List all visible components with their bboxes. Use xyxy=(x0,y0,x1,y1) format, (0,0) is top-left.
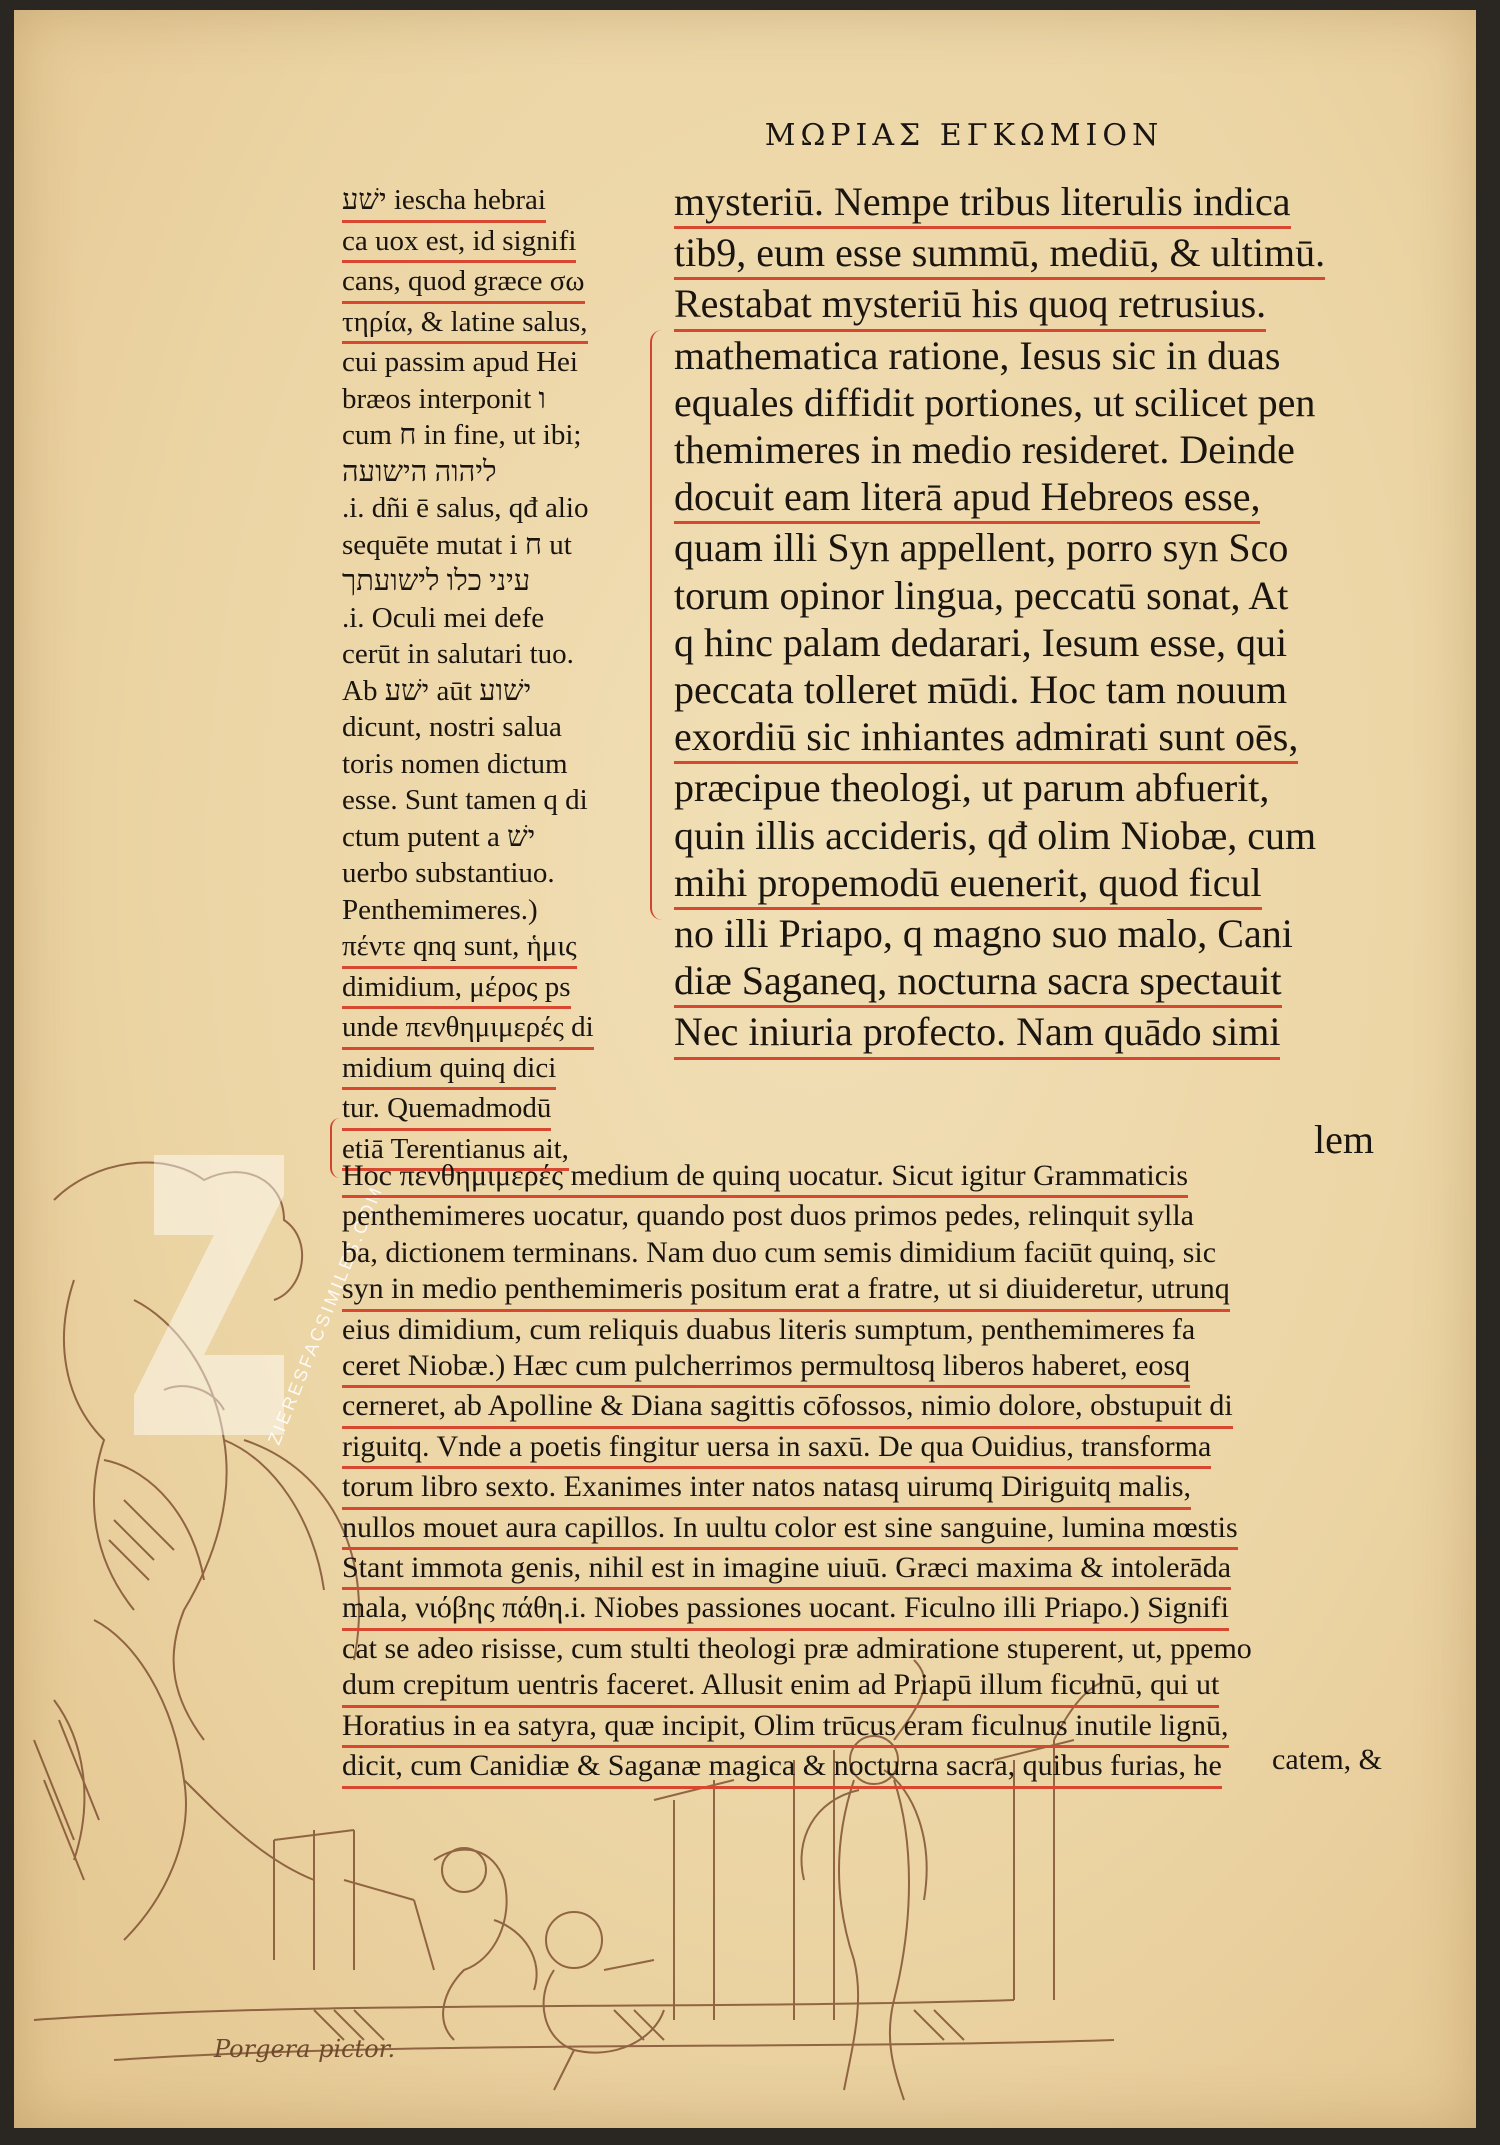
left-column-line-text: cans, quod græce σω xyxy=(342,263,585,304)
main-text-line xyxy=(674,280,1374,331)
main-text-line-text: tib9, eum esse summū, mediū, & ultimū. xyxy=(674,229,1325,280)
commentary-line xyxy=(342,1312,1382,1348)
lower-catchword: catem, & xyxy=(1272,1743,1382,1776)
main-text-column xyxy=(674,178,1374,1060)
main-text-line xyxy=(674,379,1374,426)
commentary-line xyxy=(342,1388,1382,1428)
left-column-line-text: ctum putent a ישׁ xyxy=(342,820,536,853)
left-column-line-text: cui passim apud Hei xyxy=(342,346,578,378)
left-column-line-text: ca uox est, id signifi xyxy=(342,223,576,264)
main-text-line xyxy=(674,229,1374,280)
left-column-line xyxy=(342,892,632,929)
commentary-line-text: cat se adeo risisse, cum stulti theologi præ admiratione stuperent, ut, ppemo xyxy=(342,1631,1252,1665)
left-column-line-text: .i. dñi ē salus, qđ alio xyxy=(342,492,589,524)
commentary-line xyxy=(342,1550,1382,1590)
commentary-line xyxy=(342,1667,1382,1707)
main-text-line xyxy=(674,1008,1374,1059)
main-text-line xyxy=(674,178,1374,229)
commentary-line-text: syn in medio penthemimeris positum erat a fratre, ut si diuideretur, utrunq xyxy=(342,1271,1230,1311)
left-column-line-text: πέντε qnq sunt, ἡμις xyxy=(342,928,577,969)
left-column-line-text: unde πενθημιμερές di xyxy=(342,1009,594,1050)
left-column-line xyxy=(342,673,632,710)
left-column-line xyxy=(342,969,632,1010)
left-column-line-text: midium quinq dici xyxy=(342,1050,556,1091)
commentary-line xyxy=(342,1271,1382,1311)
left-column-line-text: dimidium, μέρος ps xyxy=(342,969,571,1010)
left-column-line xyxy=(342,490,632,527)
left-column-line-text: esse. Sunt tamen q di xyxy=(342,784,588,816)
main-text-line xyxy=(674,619,1374,666)
left-column-line xyxy=(342,782,632,819)
main-text-line-text: torum opinor lingua, peccatū sonat, At xyxy=(674,572,1289,618)
main-text-line xyxy=(674,957,1374,1008)
main-text-line-text: mihi propemodū euenerit, quod ficul xyxy=(674,859,1262,910)
left-column-line xyxy=(342,182,632,223)
commentary-line-text: mala, νιόβης πάθη.i. Niobes passiones uocant. Ficulno illi Priapo.) Signifi xyxy=(342,1590,1229,1630)
left-column-line xyxy=(342,1050,632,1091)
margin-bracket xyxy=(650,330,670,920)
left-column-line-text: dicunt, nostri salua xyxy=(342,711,562,743)
left-column-line xyxy=(342,819,632,856)
left-column-line xyxy=(342,709,632,746)
main-text-line-text: q hinc palam dedarari, Iesum esse, qui xyxy=(674,619,1288,665)
left-column-line-text: τηρία, & latine salus, xyxy=(342,304,588,345)
right-catchword: lem xyxy=(1314,1117,1374,1162)
main-text-line xyxy=(674,666,1374,713)
left-column-line-text: sequēte mutat i ח ut xyxy=(342,528,572,561)
left-column-line xyxy=(342,636,632,673)
left-column-line xyxy=(342,855,632,892)
main-text-line-text: equales diffidit portiones, ut scilicet pen xyxy=(674,379,1316,425)
commentary-line-text: Stant immota genis, nihil est in imagine uiuū. Græci maxima & intolerāda xyxy=(342,1550,1231,1590)
left-column-line xyxy=(342,600,632,637)
commentary-line-text: ba, dictionem terminans. Nam duo cum semis dimidium faciūt quinq, sic xyxy=(342,1235,1217,1269)
main-text-line xyxy=(674,910,1374,957)
commentary-line-text: Horatius in ea satyra, quæ incipit, Olim trūcus eram ficulnus inutile lignū, xyxy=(342,1708,1229,1748)
commentary-line xyxy=(342,1631,1382,1667)
commentary-line-text: eius dimidium, cum reliquis duabus literis sumptum, penthemimeres fa xyxy=(342,1312,1196,1346)
left-column-line xyxy=(342,454,632,491)
full-width-commentary xyxy=(342,1158,1382,1789)
left-column-line-text: Ab ישׁע aūt ישׁוע xyxy=(342,674,532,707)
commentary-line xyxy=(342,1348,1382,1388)
main-text-line xyxy=(674,524,1374,571)
running-head: ΜΩΡΙΑΣ ΕΓΚΩΜΙΟΝ xyxy=(764,118,1164,153)
main-text-line-text: no illi Priapo, q magno suo malo, Cani xyxy=(674,911,1293,957)
left-column-line-text: bræos interponit ו xyxy=(342,382,546,415)
commentary-line xyxy=(342,1469,1382,1509)
main-text-line-text: peccata tolleret mūdi. Hoc tam nouum xyxy=(674,667,1288,713)
left-commentary-column xyxy=(342,182,632,1171)
main-text-line xyxy=(674,332,1374,379)
commentary-line xyxy=(342,1590,1382,1630)
commentary-line-text: ceret Niobæ.) Hæc cum pulcherrimos permultosq liberos haberet, eosq xyxy=(342,1348,1190,1388)
main-text-line-text: docuit eam literā apud Hebreos esse, xyxy=(674,473,1260,524)
left-column-line xyxy=(342,417,632,454)
main-text-line-text: quam illi Syn appellent, porro syn Sco xyxy=(674,525,1289,571)
book-page xyxy=(14,10,1476,2128)
left-column-line-text: .i. Oculi mei defe xyxy=(342,601,545,634)
commentary-line-text: cerneret, ab Apolline & Diana sagittis cōfossos, nimio dolore, obstupuit di xyxy=(342,1388,1233,1428)
left-column-line-text: cerūt in salutari tuo. xyxy=(342,638,574,670)
left-column-line xyxy=(342,746,632,783)
left-column-line xyxy=(342,928,632,969)
left-column-line xyxy=(342,263,632,304)
commentary-line-text: torum libro sexto. Exanimes inter natos natasq uirumq Diriguitq malis, xyxy=(342,1469,1191,1509)
commentary-line xyxy=(342,1198,1382,1234)
watermark-logo xyxy=(134,1155,294,1435)
main-text-line xyxy=(674,713,1374,764)
watermark-text: ZIERESFACSIMILES.COM xyxy=(264,1182,387,1448)
left-column-line-text: ישׁע iescha hebrai xyxy=(342,182,546,223)
left-column-line xyxy=(342,223,632,264)
main-text-line-text: præcipue theologi, ut parum abfuerit, xyxy=(674,765,1270,811)
left-column-line-text: Penthemimeres.) xyxy=(342,893,538,926)
main-text-line-text: mathematica ratione, Iesus sic in duas xyxy=(674,332,1281,378)
main-text-line xyxy=(674,812,1374,859)
left-column-line-text: tur. Quemadmodū xyxy=(342,1090,551,1131)
main-text-line-text: mysteriū. Nempe tribus literulis indica xyxy=(674,178,1291,229)
main-text-line xyxy=(674,473,1374,524)
main-text-line xyxy=(674,859,1374,910)
left-column-line xyxy=(342,1009,632,1050)
main-text-line xyxy=(674,572,1374,619)
commentary-line-text: dum crepitum uentris faceret. Allusit enim ad Priapū illum ficulnū, qui ut xyxy=(342,1667,1219,1707)
left-column-line xyxy=(342,344,632,381)
commentary-line xyxy=(342,1235,1382,1271)
main-text-line-text: Nec iniuria profecto. Nam quādo simi xyxy=(674,1008,1280,1059)
left-column-line-text: cum ח in fine, ut ibi; xyxy=(342,419,582,451)
left-column-line xyxy=(342,563,632,600)
commentary-line xyxy=(342,1429,1382,1469)
left-column-line xyxy=(342,527,632,564)
left-column-line xyxy=(342,1090,632,1131)
main-text-line-text: exordiū sic inhiantes admirati sunt oēs, xyxy=(674,713,1298,764)
main-text-line-text: themimeres in medio resideret. Deinde xyxy=(674,427,1295,473)
main-text-line-text: diæ Saganeq, nocturna sacra spectauit xyxy=(674,957,1282,1008)
left-column-line-text: uerbo substantiuo. xyxy=(342,857,555,889)
commentary-line-text: riguitq. Vnde a poetis fingitur uersa in saxū. De qua Ouidius, transforma xyxy=(342,1429,1211,1469)
main-text-line xyxy=(674,426,1374,473)
commentary-line-text: nullos mouet aura capillos. In uultu color est sine sanguine, lumina mœstis xyxy=(342,1510,1238,1550)
commentary-line xyxy=(342,1158,1382,1198)
commentary-line-text: dicit, cum Canidiæ & Saganæ magica & nocturna sacra, quibus furias, he xyxy=(342,1748,1222,1788)
main-text-line-text: Restabat mysteriū his quoq retrusius. xyxy=(674,280,1266,331)
left-column-line-text: toris nomen dictum xyxy=(342,747,568,780)
commentary-line-text: Hoc πενθημιμερές medium de quinq uocatur. Sicut igitur Grammaticis xyxy=(342,1158,1188,1198)
main-text-line xyxy=(674,764,1374,811)
left-column-line-text: etiā Terentianus ait, xyxy=(342,1131,569,1172)
commentary-line xyxy=(342,1510,1382,1550)
commentary-line-text: penthemimeres uocatur, quando post duos primos pedes, relinquit sylla xyxy=(342,1199,1194,1233)
artist-signature: Porgera pictor. xyxy=(214,2035,396,2063)
main-text-line-text: quin illis accideris, qđ olim Niobæ, cum xyxy=(674,812,1317,858)
left-column-line-text: עיני כלו לישועתך xyxy=(342,565,531,597)
left-column-line-text: ליהוה הישועה xyxy=(342,455,497,488)
left-column-line xyxy=(342,304,632,345)
left-column-line xyxy=(342,381,632,418)
